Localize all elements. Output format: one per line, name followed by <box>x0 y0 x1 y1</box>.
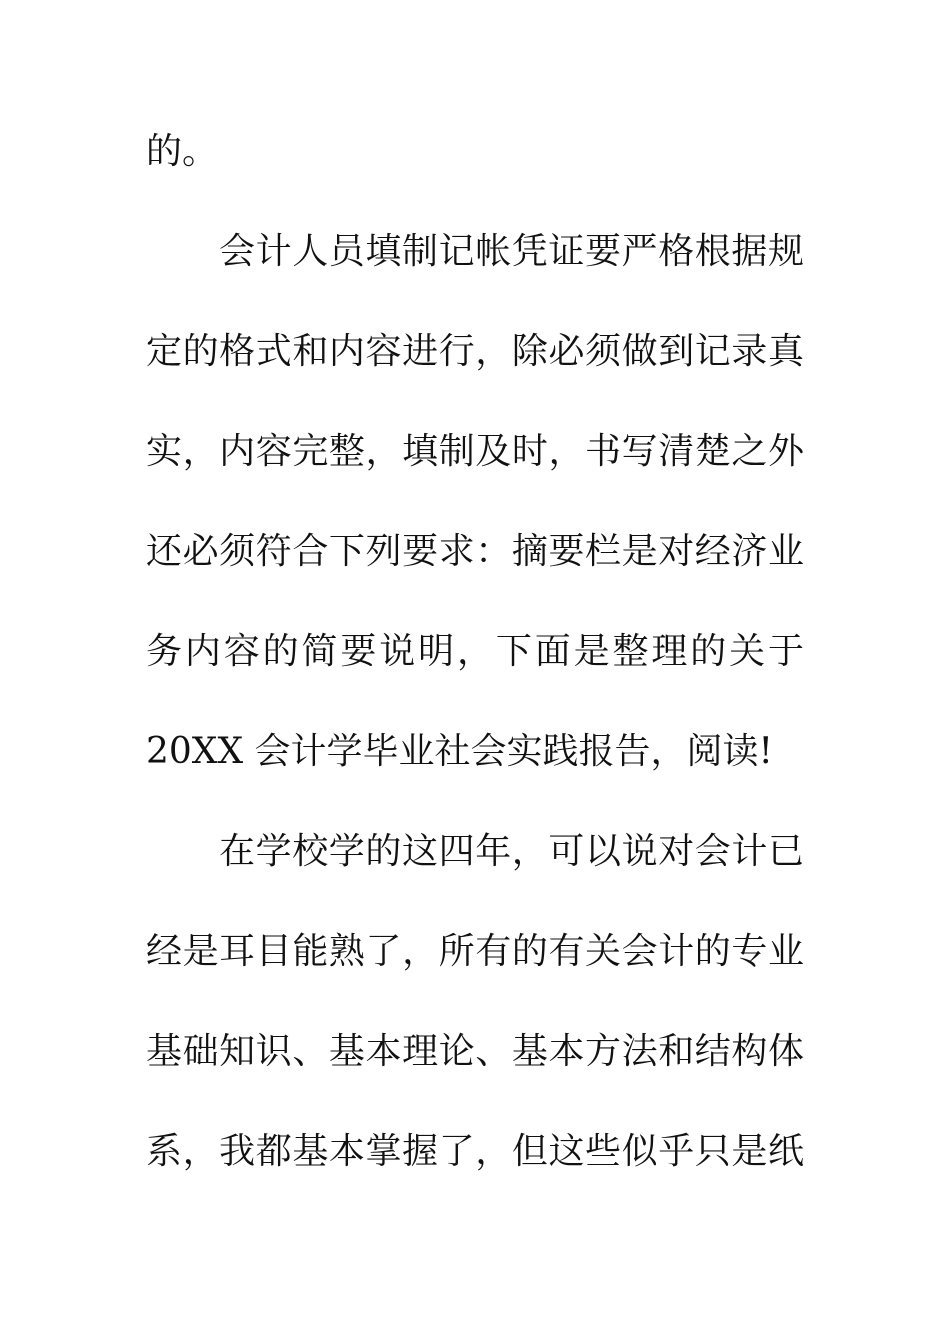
text-line: 务内容的简要说明，下面是整理的关于 <box>146 631 804 672</box>
paragraph-first-line: 在学校学的这四年，可以说对会计已 <box>219 831 804 872</box>
text-line: 经是耳目能熟了，所有的有关会计的专业 <box>146 931 804 972</box>
paragraph-first-line: 会计人员填制记帐凭证要严格根据规 <box>219 231 804 272</box>
text-line: 还必须符合下列要求：摘要栏是对经济业 <box>146 531 804 572</box>
text-line: 的。 <box>146 131 219 172</box>
text-line: 基础知识、基本理论、基本方法和结构体 <box>146 1031 804 1072</box>
text-line: 20XX 会计学毕业社会实践报告，阅读! <box>146 731 773 772</box>
text-line: 定的格式和内容进行，除必须做到记录真 <box>146 331 804 372</box>
text-line: 系，我都基本掌握了，但这些似乎只是纸 <box>146 1131 804 1172</box>
text-line: 实，内容完整，填制及时，书写清楚之外 <box>146 431 804 472</box>
